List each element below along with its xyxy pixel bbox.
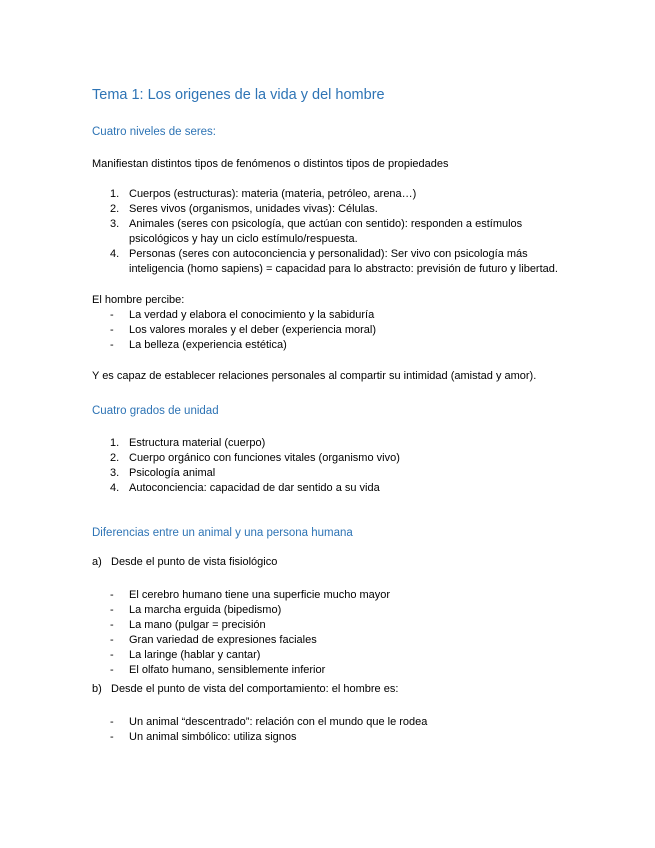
list-item-text: Gran variedad de expresiones faciales xyxy=(129,634,317,646)
list-marker: 1. xyxy=(110,437,120,449)
list-item xyxy=(110,633,566,648)
list-item xyxy=(110,481,566,496)
list-marker: 4. xyxy=(110,248,120,260)
list-marker: 2. xyxy=(110,203,120,215)
list-marker: 3. xyxy=(110,218,120,230)
dash-list-fisiologico xyxy=(92,588,566,678)
list-item-text: Un animal simbólico: utiliza signos xyxy=(129,731,297,743)
list-item xyxy=(110,618,566,633)
lettered-item-b xyxy=(92,682,566,697)
list-marker: - xyxy=(110,731,114,743)
list-item xyxy=(110,715,566,730)
list-item xyxy=(110,202,566,217)
list-item-text: Animales (seres con psicología, que actúan con sentido): responden a estímulos psicológicos y hay un ciclo estímulo/respuesta. xyxy=(129,218,523,245)
list-item xyxy=(110,217,566,247)
spacer xyxy=(92,512,566,526)
list-marker: - xyxy=(110,619,114,631)
paragraph-niveles-intro: Manifiestan distintos tipos de fenómenos o distintos tipos de propiedades xyxy=(92,158,449,170)
list-item xyxy=(110,588,566,603)
list-item xyxy=(110,730,566,745)
list-item-text: Un animal “descentrado”: relación con el mundo que le rodea xyxy=(129,716,428,728)
list-item xyxy=(110,648,566,663)
list-marker: - xyxy=(110,339,114,351)
list-item-text: Seres vivos (organismos, unidades vivas): Células. xyxy=(129,203,378,215)
list-marker: 2. xyxy=(110,452,120,464)
list-item-text: Psicología animal xyxy=(129,467,216,479)
list-marker: - xyxy=(110,649,114,661)
list-item xyxy=(110,466,566,481)
list-item xyxy=(110,247,566,277)
list-marker: 1. xyxy=(110,188,120,200)
lettered-item-a xyxy=(92,555,566,570)
list-item xyxy=(110,436,566,451)
list-item xyxy=(110,323,566,338)
list-marker: - xyxy=(110,716,114,728)
list-item xyxy=(110,663,566,678)
list-item-text: La mano (pulgar = precisión xyxy=(129,619,266,631)
list-item-text: Los valores morales y el deber (experiencia moral) xyxy=(129,324,376,336)
list-item-text: El cerebro humano tiene una superficie mucho mayor xyxy=(129,589,391,601)
list-item xyxy=(110,338,566,353)
list-marker: - xyxy=(110,664,114,676)
list-item xyxy=(110,603,566,618)
list-item-text: Estructura material (cuerpo) xyxy=(129,437,266,449)
list-item xyxy=(110,308,566,323)
paragraph-percibe-lead: El hombre percibe: xyxy=(92,294,185,306)
list-item-text: Desde el punto de vista fisiológico xyxy=(111,556,278,568)
document-title: Tema 1: Los origenes de la vida y del hombre xyxy=(92,87,385,103)
list-marker: - xyxy=(110,309,114,321)
section-heading-niveles: Cuatro niveles de seres: xyxy=(92,126,217,138)
list-item-text: Desde el punto de vista del comportamiento: el hombre es: xyxy=(111,683,399,695)
list-item-text: Autoconciencia: capacidad de dar sentido a su vida xyxy=(129,482,380,494)
list-item-text: La belleza (experiencia estética) xyxy=(129,339,287,351)
list-marker: - xyxy=(110,324,114,336)
list-item-text: La laringe (hablar y cantar) xyxy=(129,649,261,661)
list-marker: 4. xyxy=(110,482,120,494)
list-item xyxy=(110,451,566,466)
dash-list-comportamiento xyxy=(92,715,566,745)
numbered-list-grados xyxy=(92,436,566,496)
list-marker: - xyxy=(110,634,114,646)
section-heading-grados: Cuatro grados de unidad xyxy=(92,405,219,417)
list-item-text: La marcha erguida (bipedismo) xyxy=(129,604,282,616)
numbered-list-niveles xyxy=(92,187,566,277)
dash-list-percibe xyxy=(92,308,566,353)
list-marker: - xyxy=(110,604,114,616)
list-item-text: Cuerpo orgánico con funciones vitales (organismo vivo) xyxy=(129,452,400,464)
list-item-text: La verdad y elabora el conocimiento y la sabiduría xyxy=(129,309,375,321)
list-marker: - xyxy=(110,589,114,601)
document-content xyxy=(92,86,566,761)
list-marker: a) xyxy=(92,556,102,568)
section-heading-diferencias: Diferencias entre un animal y una persona humana xyxy=(92,527,353,539)
paragraph-percibe-closing: Y es capaz de establecer relaciones personales al compartir su intimidad (amistad y amor). xyxy=(92,370,537,382)
list-item xyxy=(110,187,566,202)
list-item-text: El olfato humano, sensiblemente inferior xyxy=(129,664,326,676)
list-marker: b) xyxy=(92,683,102,695)
list-marker: 3. xyxy=(110,467,120,479)
list-item-text: Cuerpos (estructuras): materia (materia, petróleo, arena…) xyxy=(129,188,417,200)
list-item-text: Personas (seres con autoconciencia y personalidad): Ser vivo con psicología más inteligencia (homo sapiens) = capacidad para lo abstracto: previsión de futuro y libertad. xyxy=(129,248,558,275)
